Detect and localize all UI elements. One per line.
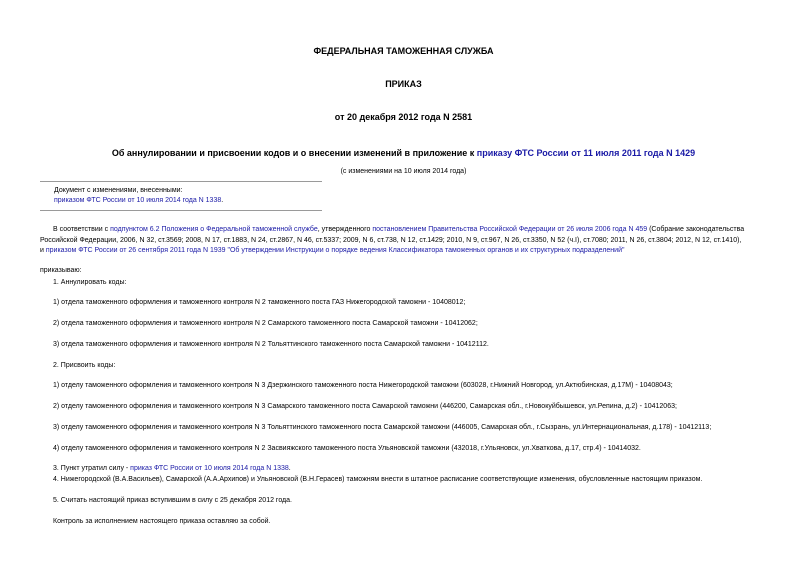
divider-top [40,181,322,182]
repeal-order-link[interactable]: приказ ФТС России от 10 июля 2014 года N 1338 [130,465,289,472]
document-title [0,148,807,158]
section-4: 4. Нижегородской (В.А.Васильев), Самарской (А.А.Архипов) и Ульяновской (В.Н.Герасев) таможням внести в штатное расписание соответствующие изменения, обусловленные настоящим приказом. [53,476,703,483]
section-3-text: 3. Пункт утратил силу - [53,465,131,472]
section-2: 2. Присвоить коды: [53,362,116,369]
section-3 [53,464,777,473]
preamble-text: , утвержденного [317,226,373,233]
section-1-item-3: 3) отдела таможенного оформления и таможенного контроля N 2 Тольяттинского таможенного поста Самарской таможни - 10412112. [53,341,489,348]
section-3-suffix: . [288,465,291,472]
changes-suffix: . [221,197,224,204]
title-link[interactable]: приказу ФТС России от 11 июля 2011 года N 1429 [476,148,696,158]
section-2-item-4: 4) отделу таможенного оформления и таможенного контроля N 2 Засвияжского таможенного поста Ульяновской таможни (432018, г.Ульяновск, ул.Хваткова, д.17, стр.4) - 10414032. [53,445,641,452]
revision-note: (с изменениями на 10 июля 2014 года) [340,168,467,175]
preamble-text: и [40,247,46,254]
section-2-item-3: 3) отделу таможенного оформления и таможенного контроля N 3 Тольяттинского таможенного поста Самарской таможни (446005, Самарская обл., г.Сызрань, ул.Интернациональная, д.178) - 10412113; [53,424,712,431]
preamble-text: (Собрание законодательства [647,226,745,233]
section-1-item-1: 1) отдела таможенного оформления и таможенного контроля N 2 таможенного поста ГАЗ Нижегородской таможни - 10408012; [53,299,466,306]
government-decree-link[interactable]: постановлением Правительства Российской Федерации от 26 июля 2006 года N 459 [372,226,648,233]
doc-type-heading: ПРИКАЗ [385,79,422,89]
preamble-text: В соответствии с [53,226,111,233]
section-2-item-1: 1) отделу таможенного оформления и таможенного контроля N 3 Дзержинского таможенного поста Нижегородской таможни (603028, г.Нижний Новгород, ул.Актюбинская, д.17М) - 10408043; [53,382,673,389]
date-number-heading: от 20 декабря 2012 года N 2581 [334,112,473,122]
section-2-item-2: 2) отделу таможенного оформления и таможенного контроля N 3 Самарского таможенного поста Самарской таможни (446200, Самарская обл., г.Новокуйбышевск, ул.Репина, д.2) - 10412063; [53,403,677,410]
preamble-line-3 [40,246,777,255]
fts-order-1939-link[interactable]: приказом ФТС России от 26 сентября 2011 года N 1939 "Об утверждении Инструкции о порядке ведения Классификатора таможенных органов и их структурных подразделений" [45,247,625,254]
title-text: Об аннулировании и присвоении кодов и о внесении изменений в приложение к [111,148,477,158]
section-1-item-2: 2) отдела таможенного оформления и таможенного контроля N 2 Самарского таможенного поста Самарской таможни - 10412062; [53,320,478,327]
changes-link-line [54,196,223,205]
order-word: приказываю: [40,267,82,274]
preamble-line-1 [53,225,777,234]
agency-heading: ФЕДЕРАЛЬНАЯ ТАМОЖЕННАЯ СЛУЖБА [313,46,494,56]
section-5: 5. Считать настоящий приказ вступившим в силу с 25 декабря 2012 года. [53,497,292,504]
regulation-link[interactable]: подпунктом 6.2 Положения о Федеральной таможенной службе [110,226,318,233]
section-1: 1. Аннулировать коды: [53,279,127,286]
changes-label: Документ с изменениями, внесенными: [54,187,183,194]
changes-link[interactable]: приказом ФТС России от 10 июля 2014 года N 1338 [54,197,222,204]
preamble-line-2: Российской Федерации, 2006, N 32, ст.3569; 2008, N 17, ст.1883, N 24, ст.2867, N 46, ст.5337; 2009, N 6, ст.738, N 12, ст.1429; 2010, N 9, ст.967, N 26, ст.3350, N 52 (ч.I), ст.7080; 2011, N 26, ст.3804; 2012, N 12, ст.1410), [40,237,742,244]
divider-bottom [40,210,322,211]
control-statement: Контроль за исполнением настоящего приказа оставляю за собой. [53,518,271,525]
